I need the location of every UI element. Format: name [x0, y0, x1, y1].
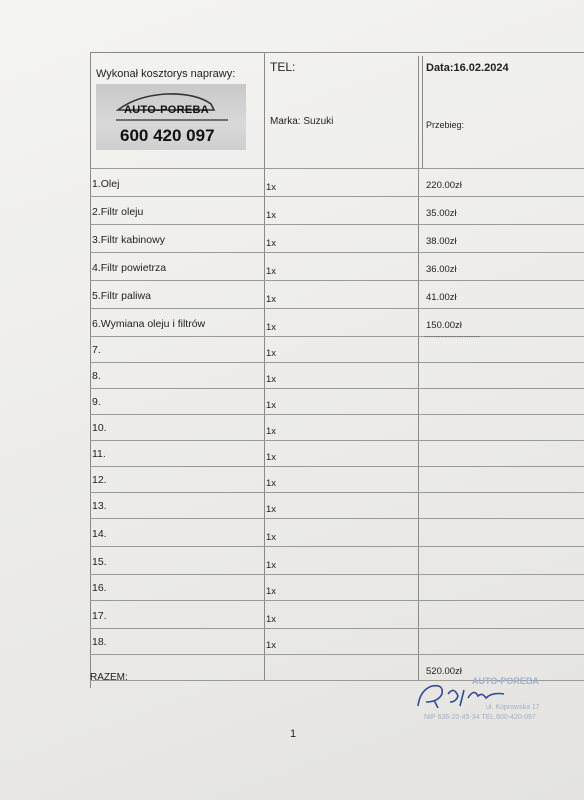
row-divider: [90, 280, 584, 281]
total-value: 520.00zł: [426, 666, 462, 677]
company-logo: [96, 84, 246, 150]
company-stamp: [412, 672, 562, 728]
item-price: 150.00zł: [426, 320, 462, 331]
total-label: RAZEM:: [90, 672, 128, 683]
item-qty: 1x: [266, 478, 277, 489]
item-price: 35.00zł: [426, 208, 457, 219]
row-divider: [90, 654, 584, 655]
item-qty: 1x: [266, 452, 277, 463]
divider: [418, 56, 419, 168]
item-price: 41.00zł: [426, 292, 457, 303]
item-label: 14.: [92, 528, 107, 540]
row-divider: [90, 574, 584, 575]
item-qty: 1x: [266, 322, 277, 333]
item-qty: 1x: [266, 182, 277, 193]
prepared-by-label: Wykonał kosztorys naprawy:: [96, 68, 236, 80]
row-divider: [90, 362, 584, 363]
item-qty: 1x: [266, 586, 277, 597]
row-divider: [90, 466, 584, 467]
row-divider: [90, 546, 584, 547]
make-value: Suzuki: [303, 116, 334, 127]
item-label: 7.: [92, 344, 101, 356]
row-divider: [90, 336, 584, 337]
item-label: 10.: [92, 422, 107, 434]
item-label: 2.Filtr oleju: [92, 206, 144, 218]
logo-brand: AUTO-POREBA: [124, 104, 209, 116]
divider: [264, 52, 265, 168]
item-qty: 1x: [266, 504, 277, 515]
item-label: 15.: [92, 556, 107, 568]
page-number: 1: [290, 728, 297, 740]
item-qty: 1x: [266, 400, 277, 411]
signature: [412, 672, 562, 728]
item-label: 8.: [92, 370, 101, 382]
make-label: Marka: Suzuki: [270, 116, 334, 127]
column-divider: [418, 168, 419, 680]
item-label: 18.: [92, 636, 107, 648]
row-divider: [90, 600, 584, 601]
column-divider: [264, 168, 265, 680]
item-qty: 1x: [266, 348, 277, 359]
stamp-nip: NIP 636-20-45-34 TEL.600-420-097: [424, 714, 536, 721]
row-divider: [90, 518, 584, 519]
item-qty: 1x: [266, 532, 277, 543]
item-label: 3.Filtr kabinowy: [92, 234, 165, 246]
item-label: 6.Wymiana oleju i filtrów: [92, 318, 206, 330]
row-divider: [90, 388, 584, 389]
logo-phone: 600 420 097: [120, 126, 215, 145]
mileage-label: Przebieg:: [426, 120, 465, 130]
item-qty: 1x: [266, 238, 277, 249]
row-divider: [90, 440, 584, 441]
item-qty: 1x: [266, 374, 277, 385]
row-divider: [90, 252, 584, 253]
item-label: 1.Olej: [92, 178, 120, 190]
stamp-address: ul. Koprowska 17: [486, 704, 540, 711]
item-qty: 1x: [266, 210, 277, 221]
item-label: 16.: [92, 582, 107, 594]
row-divider: [90, 414, 584, 415]
divider: [90, 168, 584, 169]
price-dashes: ------------------------: [424, 334, 480, 341]
row-divider: [90, 628, 584, 629]
row-divider: [90, 492, 584, 493]
tel-label: TEL:: [270, 60, 296, 74]
item-qty: 1x: [266, 640, 277, 651]
item-qty: 1x: [266, 614, 277, 625]
row-divider: [90, 196, 584, 197]
item-price: 220.00zł: [426, 180, 462, 191]
item-qty: 1x: [266, 560, 277, 571]
item-price: 36.00zł: [426, 264, 457, 275]
item-label: 4.Filtr powietrza: [92, 262, 167, 274]
item-label: 13.: [92, 500, 107, 512]
row-divider: [90, 224, 584, 225]
divider: [422, 56, 423, 168]
item-price: 38.00zł: [426, 236, 457, 247]
item-label: 5.Filtr paliwa: [92, 290, 151, 302]
date-label: Data:16.02.2024: [426, 62, 509, 74]
row-divider: [90, 308, 584, 309]
item-label: 17.: [92, 610, 107, 622]
stamp-name: AUTO-POREBA: [472, 676, 539, 686]
item-qty: 1x: [266, 294, 277, 305]
item-label: 9.: [92, 396, 101, 408]
item-qty: 1x: [266, 266, 277, 277]
item-label: 12.: [92, 474, 107, 486]
item-qty: 1x: [266, 426, 277, 437]
item-label: 11.: [92, 448, 106, 460]
